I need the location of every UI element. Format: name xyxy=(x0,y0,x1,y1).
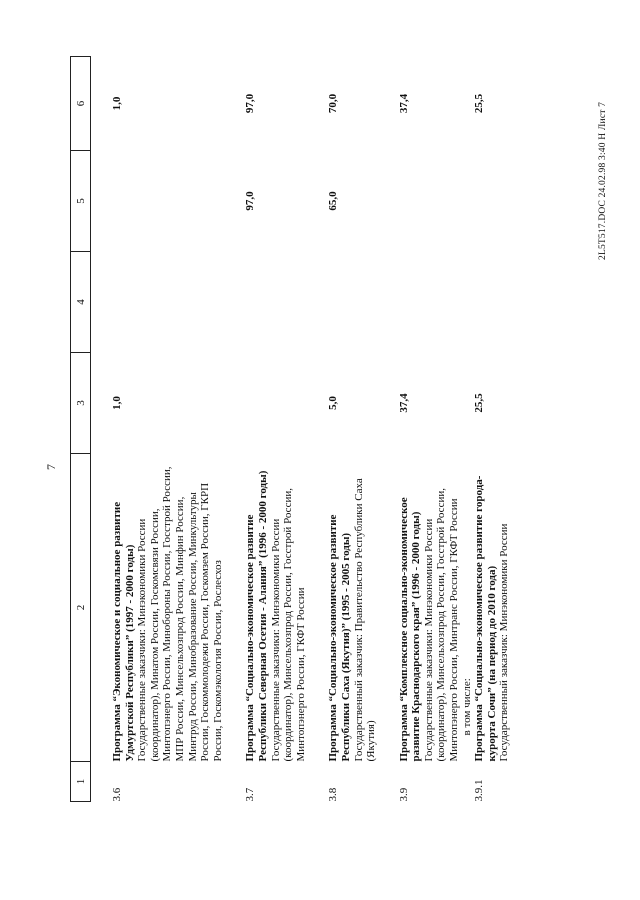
table-row xyxy=(473,57,511,802)
program-customers: Государственный заказчик: Правительство Республики Саха (Якутия) xyxy=(352,478,378,762)
program-title: Программа “Комплексное социально-экономическое развитие Краснодарского края” (1996 - 2000 годы) xyxy=(397,497,423,762)
row-number: 3.9 xyxy=(397,787,410,802)
program-title: Программа “Экономическое и социальное развитие Удмуртской Республики” (1997 - 2000 годы) xyxy=(111,501,136,762)
row-number: 3.8 xyxy=(327,787,340,802)
table-row xyxy=(111,57,224,802)
value-col3: 37,4 xyxy=(397,393,410,413)
program-customers: Государственные заказчики: Минэкономики России (координатор), Минатом России, Госкомсвязи России, Минтопэнерго России, Минобороны России, Госстрой России, МПР России, Минсельхозпрод России, Минфин России, Минтруд России, Минобразование России, Минкультуры России, Госкоммолодежи России, Госкомзем России, ГКРП России, Госкомэкология России, Рослесхоз xyxy=(136,466,224,762)
value-col5 xyxy=(111,151,224,252)
program-customers: Государственный заказчик: Минэкономики России xyxy=(498,523,511,762)
value-col6: 25,5 xyxy=(473,93,486,114)
value-col5 xyxy=(398,151,461,252)
value-col6: 70,0 xyxy=(327,93,340,114)
col-header-4: 4 xyxy=(71,252,91,353)
col-header-5: 5 xyxy=(71,151,91,252)
value-col6: 37,4 xyxy=(397,93,410,114)
col-header-6: 6 xyxy=(71,57,91,151)
value-col5: 65,0 xyxy=(327,191,340,211)
table-row xyxy=(244,57,307,802)
row-number xyxy=(461,762,474,802)
program-title: Программа “Социально-экономическое развитие города-курорта Сочи” (на период до 2010 года) xyxy=(473,475,498,762)
row-number: 3.6 xyxy=(111,787,123,802)
col-header-2: 2 xyxy=(71,454,91,762)
program-customers: Государственные заказчики: Минэкономики России (координатор), Минсельхозпрод России, Госстрой России, Минтопэнерго России, Минтранс России, ГКФТ России xyxy=(422,488,461,762)
value-col4 xyxy=(398,252,461,353)
value-col4 xyxy=(327,252,377,353)
value-col4 xyxy=(461,252,474,353)
value-col3: 25,5 xyxy=(473,393,486,413)
page-number: 7 xyxy=(44,464,58,470)
value-col6: 1,0 xyxy=(111,96,123,111)
program-title: Программа “Социально-экономическое развитие Республики Северная Осетия - Алания” (1996 - 2000 годы) xyxy=(244,470,269,762)
value-col3: 5,0 xyxy=(327,396,340,410)
program-description xyxy=(473,454,511,762)
value-col3: 1,0 xyxy=(111,396,123,410)
document-reference: 2L5T517.DOC 24.02.98 3:40 Н Лист 7 xyxy=(598,101,608,260)
program-customers: Государственные заказчики: Минэкономики России (координатор), Минсельхозпрод России, Госстрой России, Минтопэнерго России, ГКФТ России xyxy=(269,488,307,762)
program-description xyxy=(111,454,224,762)
table-row xyxy=(461,57,474,802)
program-description xyxy=(327,454,377,762)
value-col4 xyxy=(244,252,307,353)
value-col4 xyxy=(111,252,224,353)
value-col6: 97,0 xyxy=(244,93,257,114)
value-col5 xyxy=(461,151,474,252)
value-col5: 97,0 xyxy=(244,191,257,211)
row-number: 3.9.1 xyxy=(473,779,486,802)
col-header-3: 3 xyxy=(71,353,91,454)
value-col4 xyxy=(473,252,511,353)
value-col6 xyxy=(461,57,474,151)
row-number: 3.7 xyxy=(244,787,257,802)
program-description xyxy=(398,454,461,762)
col-header-1: 1 xyxy=(71,762,91,802)
program-table xyxy=(70,56,511,802)
program-title: Программа “Социально-экономическое развитие Республики Саха (Якутия)” (1995 - 2005 годы) xyxy=(327,514,352,762)
value-col3 xyxy=(461,353,474,454)
table-row xyxy=(327,57,377,802)
table-row xyxy=(398,57,461,802)
program-description xyxy=(244,454,307,762)
value-col3 xyxy=(244,353,307,454)
value-col5 xyxy=(473,151,511,252)
header-row xyxy=(71,57,91,802)
including-label: в том числе: xyxy=(460,678,473,736)
